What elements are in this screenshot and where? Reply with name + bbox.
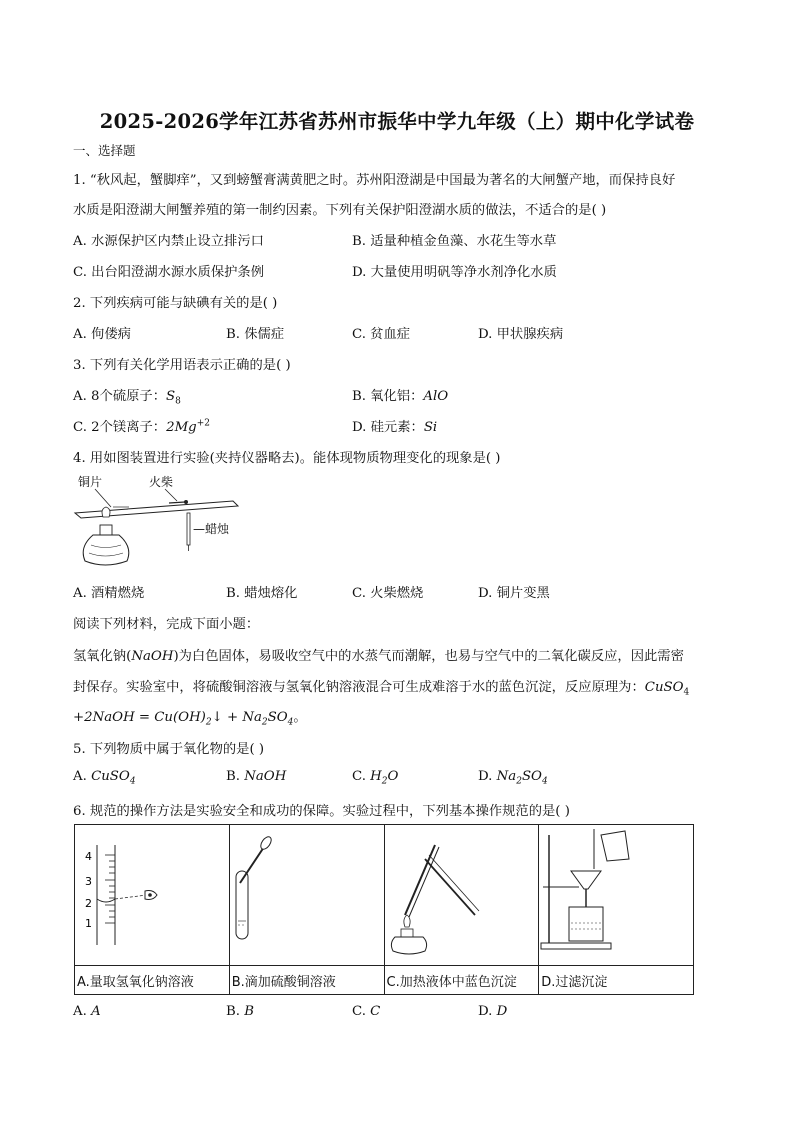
copper-plate-shape: [75, 501, 238, 518]
fig-label-match: 火柴: [149, 475, 174, 489]
q6-caption-a: A.量取氢氧化钠溶液: [75, 966, 230, 995]
reading-l1-pre: 氢氧化钠(: [73, 649, 132, 664]
q6-a-pre: A.: [73, 1004, 92, 1019]
reading-l2-sub: 4: [683, 687, 690, 698]
q5-option-b[interactable]: [226, 769, 286, 784]
q5-c-formula2: O: [387, 769, 399, 784]
reading-line1: [73, 645, 684, 664]
q1-option-c[interactable]: C. 出台阳澄湖水源水质保护条例: [73, 265, 265, 280]
alcohol-lamp-flame: [102, 507, 110, 517]
q6-stem: 6. 规范的操作方法是实验安全和成功的保障。实验过程中，下列基本操作规范的是( ): [73, 804, 570, 819]
scale-tick-2: 2: [85, 897, 92, 910]
q2-option-a[interactable]: A. 佝偻病: [73, 327, 131, 342]
q4-option-b[interactable]: B. 蜡烛熔化: [226, 586, 298, 601]
q4-stem: 4. 用如图装置进行实验(夹持仪器略去)。能体现物质物理变化的现象是( ): [73, 451, 501, 466]
q5-a-pre: A.: [73, 769, 92, 784]
q5-d-pre: D.: [478, 769, 497, 784]
q6-cell-b-figure: [229, 825, 384, 966]
reading-equation: [73, 706, 307, 728]
pouring-beaker: [601, 831, 629, 861]
q6-cell-d-figure: [539, 825, 694, 966]
section-heading: 一、选择题: [73, 143, 136, 158]
q3-a-sub: 8: [175, 396, 181, 407]
q5-d-sub2: 4: [541, 776, 548, 787]
fig-label-copper: 铜片: [78, 475, 103, 489]
q6-b-pre: B.: [226, 1004, 245, 1019]
q3-d-text: D. 硅元素：: [352, 420, 424, 435]
alcohol-lamp-shape: [391, 937, 426, 954]
match-stick-shape: [169, 502, 185, 503]
dropper-figure: [230, 825, 384, 965]
q1-option-d[interactable]: D. 大量使用明矾等净水剂净化水质: [352, 265, 557, 280]
q6-operations-table: [74, 824, 694, 995]
dropper-bulb: [258, 835, 273, 851]
reading-line2: [73, 676, 689, 698]
q1-stem-line2: 水质是阳澄湖大闸蟹养殖的第一制约因素。下列有关保护阳澄湖水质的做法，不适合的是( ): [73, 203, 607, 218]
dropper-shape: [240, 847, 264, 883]
eq-end: 。: [293, 710, 307, 725]
q2-stem: 2. 下列疾病可能与缺碘有关的是( ): [73, 296, 278, 311]
q5-c-pre: C.: [352, 769, 371, 784]
q6-d-value: D: [496, 1004, 508, 1019]
filtration-figure: [539, 825, 693, 965]
q3-c-sup: +2: [196, 418, 210, 429]
q5-option-d[interactable]: [478, 769, 548, 787]
funnel-shape: [571, 871, 601, 889]
eq-sub1: 2: [205, 717, 212, 728]
q6-c-pre: C.: [352, 1004, 371, 1019]
q5-a-sub: 4: [129, 776, 136, 787]
q5-d-formula1: Na: [496, 769, 517, 784]
scale-tick-1: 1: [85, 917, 92, 930]
stand-base: [541, 943, 611, 949]
q4-option-d[interactable]: D. 铜片变黑: [478, 586, 550, 601]
q3-stem: 3. 下列有关化学用语表示正确的是( ): [73, 358, 291, 373]
q1-option-a[interactable]: A. 水源保护区内禁止设立排污口: [73, 234, 264, 249]
scale-tick-3: 3: [85, 875, 92, 888]
page-title: 2025-2026学年江苏省苏州市振华中学九年级（上）期中化学试卷: [99, 110, 695, 133]
scale-tick-4: 4: [85, 850, 92, 863]
q4-option-a[interactable]: A. 酒精燃烧: [73, 586, 145, 601]
q6-b-value: B: [244, 1004, 255, 1019]
q6-option-b[interactable]: [226, 1004, 254, 1019]
flame-shape: [403, 915, 409, 927]
tube-holder: [425, 859, 475, 915]
q5-b-pre: B.: [226, 769, 245, 784]
q6-option-d[interactable]: [478, 1004, 507, 1019]
q2-option-c[interactable]: C. 贫血症: [352, 327, 411, 342]
graduated-cylinder-figure: [75, 825, 229, 965]
q3-d-symbol: Si: [423, 420, 438, 435]
q1-option-b[interactable]: B. 适量种植金鱼藻、水花生等水草: [352, 234, 557, 249]
q5-c-sub: 2: [381, 776, 388, 787]
q4-apparatus-figure: [73, 473, 243, 575]
q3-b-symbol: AlO: [423, 389, 449, 404]
q3-c-text: C. 2个镁离子：: [73, 420, 167, 435]
eq-part3: SO: [267, 710, 288, 725]
eq-part2: ↓ + Na: [211, 710, 262, 725]
q2-option-b[interactable]: B. 侏儒症: [226, 327, 285, 342]
q5-stem: 5. 下列物质中属于氧化物的是( ): [73, 742, 265, 757]
q5-d-formula2: SO: [521, 769, 542, 784]
candle-shape: [187, 513, 190, 545]
q3-b-text: B. 氧化铝：: [352, 389, 424, 404]
q6-caption-c: C.加热液体中蓝色沉淀: [384, 966, 539, 995]
reading-l2-formula: CuSO: [644, 680, 684, 695]
q6-c-value: C: [370, 1004, 381, 1019]
fig-label-candle: —蜡烛: [193, 522, 230, 536]
q5-option-a[interactable]: [73, 769, 136, 787]
reading-intro: 阅读下列材料，完成下面小题：: [73, 617, 260, 632]
beaker-shape: [569, 907, 603, 941]
q6-cell-c-figure: [384, 825, 539, 966]
liquid-meniscus: [97, 899, 115, 902]
alcohol-lamp-body: [83, 535, 129, 565]
q6-cell-a-figure: [75, 825, 230, 966]
eq-sub2: 2: [261, 717, 268, 728]
q2-option-d[interactable]: D. 甲状腺疾病: [478, 327, 564, 342]
q1-stem-line1: 1. “秋风起，蟹脚痒”，又到螃蟹膏满黄肥之时。苏州阳澄湖是中国最为著名的大闸蟹产地，而保持良好: [73, 173, 676, 188]
q4-option-c[interactable]: C. 火柴燃烧: [352, 586, 424, 601]
reading-l1-formula: NaOH: [131, 649, 174, 664]
q5-d-sub1: 2: [516, 776, 522, 787]
q6-option-c[interactable]: [352, 1004, 380, 1019]
q3-a-symbol: S: [166, 389, 176, 404]
eq-sub3: 4: [287, 717, 294, 728]
q3-option-c[interactable]: [73, 416, 210, 435]
q5-option-c[interactable]: [352, 769, 398, 787]
q5-a-formula: CuSO: [91, 769, 130, 784]
q6-a-value: A: [91, 1004, 101, 1019]
q6-caption-d: D.过滤沉淀: [539, 966, 694, 995]
eq-part1: +2NaOH = Cu(OH): [73, 710, 206, 725]
heating-figure: [385, 825, 539, 965]
reading-l2-text: 封保存。实验室中，将硫酸铜溶液与氢氧化钠溶液混合可生成难溶于水的蓝色沉淀，反应原理为：: [73, 680, 645, 695]
sight-line: [115, 895, 147, 899]
q6-d-pre: D.: [478, 1004, 497, 1019]
q3-option-a[interactable]: [73, 385, 181, 407]
q3-option-b[interactable]: [352, 385, 448, 404]
q6-caption-b: B.滴加硫酸铜溶液: [229, 966, 384, 995]
q3-option-d[interactable]: [352, 416, 437, 435]
reading-l1-post: )为白色固体，易吸收空气中的水蒸气而潮解，也易与空气中的二氧化碳反应，因此需密: [173, 649, 684, 664]
q6-option-a[interactable]: [73, 1004, 101, 1019]
test-tube-tilted: [405, 845, 435, 915]
q5-c-formula1: H: [370, 769, 382, 784]
q3-c-symbol: 2Mg: [166, 420, 197, 435]
q5-b-formula: NaOH: [244, 769, 287, 784]
q3-a-text: A. 8个硫原子：: [73, 389, 167, 404]
